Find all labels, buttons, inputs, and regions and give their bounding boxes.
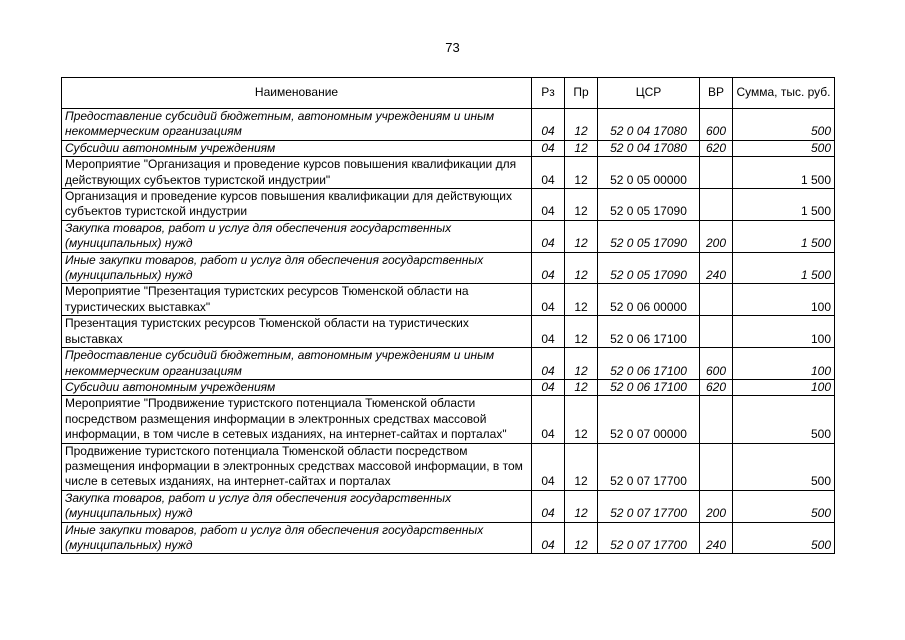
- table-row: [62, 396, 835, 443]
- cell-pr: 12: [565, 140, 598, 156]
- cell-pr: 12: [565, 522, 598, 554]
- cell-csr: 52 0 05 17090: [598, 252, 700, 284]
- cell-rz: 04: [532, 490, 565, 522]
- cell-csr: 52 0 05 17090: [598, 220, 700, 252]
- cell-vr: 240: [700, 522, 733, 554]
- cell-pr: 12: [565, 220, 598, 252]
- cell-sum: 1 500: [733, 157, 835, 189]
- cell-sum: 500: [733, 443, 835, 490]
- cell-csr: 52 0 06 17100: [598, 316, 700, 348]
- cell-name: Иные закупки товаров, работ и услуг для обеспечения государственных (муниципальных) нужд: [62, 522, 532, 554]
- cell-rz: 04: [532, 220, 565, 252]
- cell-vr: 240: [700, 252, 733, 284]
- cell-rz: 04: [532, 379, 565, 395]
- cell-vr: [700, 396, 733, 443]
- cell-rz: 04: [532, 189, 565, 221]
- table-row: [62, 140, 835, 156]
- cell-sum: 1 500: [733, 252, 835, 284]
- cell-pr: 12: [565, 109, 598, 141]
- table-row: [62, 443, 835, 490]
- cell-rz: 04: [532, 109, 565, 141]
- table-row: [62, 109, 835, 141]
- page-number: 73: [445, 40, 460, 55]
- cell-csr: 52 0 07 17700: [598, 490, 700, 522]
- cell-rz: 04: [532, 316, 565, 348]
- cell-pr: 12: [565, 443, 598, 490]
- cell-rz: 04: [532, 284, 565, 316]
- cell-name: Мероприятие "Презентация туристских ресурсов Тюменской области на туристических выставках": [62, 284, 532, 316]
- header-pr: Пр: [565, 78, 598, 109]
- cell-vr: 600: [700, 348, 733, 380]
- cell-vr: [700, 443, 733, 490]
- cell-rz: 04: [532, 396, 565, 443]
- cell-rz: 04: [532, 443, 565, 490]
- cell-vr: [700, 316, 733, 348]
- cell-csr: 52 0 04 17080: [598, 140, 700, 156]
- cell-name: Организация и проведение курсов повышения квалификации для действующих субъектов туристской индустрии: [62, 189, 532, 221]
- cell-name: Иные закупки товаров, работ и услуг для обеспечения государственных (муниципальных) нужд: [62, 252, 532, 284]
- cell-csr: 52 0 05 17090: [598, 189, 700, 221]
- table-header-row: [62, 78, 835, 109]
- cell-sum: 1 500: [733, 220, 835, 252]
- cell-csr: 52 0 07 17700: [598, 443, 700, 490]
- cell-sum: 500: [733, 490, 835, 522]
- header-rz: Рз: [532, 78, 565, 109]
- cell-vr: [700, 189, 733, 221]
- table-row: [62, 157, 835, 189]
- table-row: [62, 189, 835, 221]
- cell-pr: 12: [565, 189, 598, 221]
- cell-pr: 12: [565, 348, 598, 380]
- cell-sum: 1 500: [733, 189, 835, 221]
- cell-vr: 200: [700, 220, 733, 252]
- cell-csr: 52 0 04 17080: [598, 109, 700, 141]
- header-name: Наименование: [62, 78, 532, 109]
- table-row: [62, 348, 835, 380]
- table-row: [62, 379, 835, 395]
- cell-csr: 52 0 06 00000: [598, 284, 700, 316]
- cell-csr: 52 0 05 00000: [598, 157, 700, 189]
- cell-vr: [700, 157, 733, 189]
- table-row: [62, 252, 835, 284]
- cell-name: Субсидии автономным учреждениям: [62, 379, 532, 395]
- cell-sum: 100: [733, 284, 835, 316]
- cell-vr: 600: [700, 109, 733, 141]
- table-row: [62, 522, 835, 554]
- cell-sum: 500: [733, 396, 835, 443]
- cell-sum: 100: [733, 348, 835, 380]
- cell-vr: 200: [700, 490, 733, 522]
- header-sum: Сумма, тыс. руб.: [733, 78, 835, 109]
- cell-name: Мероприятие "Организация и проведение курсов повышения квалификации для действующих субъектов туристской индустрии": [62, 157, 532, 189]
- table-row: [62, 220, 835, 252]
- cell-rz: 04: [532, 140, 565, 156]
- cell-pr: 12: [565, 284, 598, 316]
- cell-name: Закупка товаров, работ и услуг для обеспечения государственных (муниципальных) нужд: [62, 490, 532, 522]
- cell-csr: 52 0 06 17100: [598, 379, 700, 395]
- cell-vr: [700, 284, 733, 316]
- cell-pr: 12: [565, 157, 598, 189]
- cell-pr: 12: [565, 490, 598, 522]
- cell-name: Предоставление субсидий бюджетным, автономным учреждениям и иным некоммерческим организациям: [62, 109, 532, 141]
- cell-rz: 04: [532, 522, 565, 554]
- cell-rz: 04: [532, 348, 565, 380]
- cell-sum: 500: [733, 140, 835, 156]
- cell-sum: 500: [733, 522, 835, 554]
- cell-csr: 52 0 06 17100: [598, 348, 700, 380]
- table-row: [62, 490, 835, 522]
- cell-rz: 04: [532, 157, 565, 189]
- cell-name: Субсидии автономным учреждениям: [62, 140, 532, 156]
- cell-pr: 12: [565, 252, 598, 284]
- cell-sum: 100: [733, 316, 835, 348]
- cell-pr: 12: [565, 316, 598, 348]
- cell-rz: 04: [532, 252, 565, 284]
- budget-table: [61, 77, 835, 554]
- cell-name: Мероприятие "Продвижение туристского потенциала Тюменской области посредством размещения информации в электронных средствах массовой информации, в том числе в сетевых изданиях, на интернет-сайтах и порталах": [62, 396, 532, 443]
- cell-pr: 12: [565, 396, 598, 443]
- cell-sum: 500: [733, 109, 835, 141]
- cell-sum: 100: [733, 379, 835, 395]
- cell-name: Закупка товаров, работ и услуг для обеспечения государственных (муниципальных) нужд: [62, 220, 532, 252]
- header-vr: ВР: [700, 78, 733, 109]
- table-row: [62, 316, 835, 348]
- cell-name: Презентация туристских ресурсов Тюменской области на туристических выставках: [62, 316, 532, 348]
- cell-pr: 12: [565, 379, 598, 395]
- cell-csr: 52 0 07 17700: [598, 522, 700, 554]
- cell-vr: 620: [700, 379, 733, 395]
- table-row: [62, 284, 835, 316]
- cell-name: Продвижение туристского потенциала Тюменской области посредством размещения информации в электронных средствах массовой информации, в том числе в сетевых изданиях, на интернет-сайтах и порталах: [62, 443, 532, 490]
- cell-vr: 620: [700, 140, 733, 156]
- cell-csr: 52 0 07 00000: [598, 396, 700, 443]
- header-csr: ЦСР: [598, 78, 700, 109]
- cell-name: Предоставление субсидий бюджетным, автономным учреждениям и иным некоммерческим организациям: [62, 348, 532, 380]
